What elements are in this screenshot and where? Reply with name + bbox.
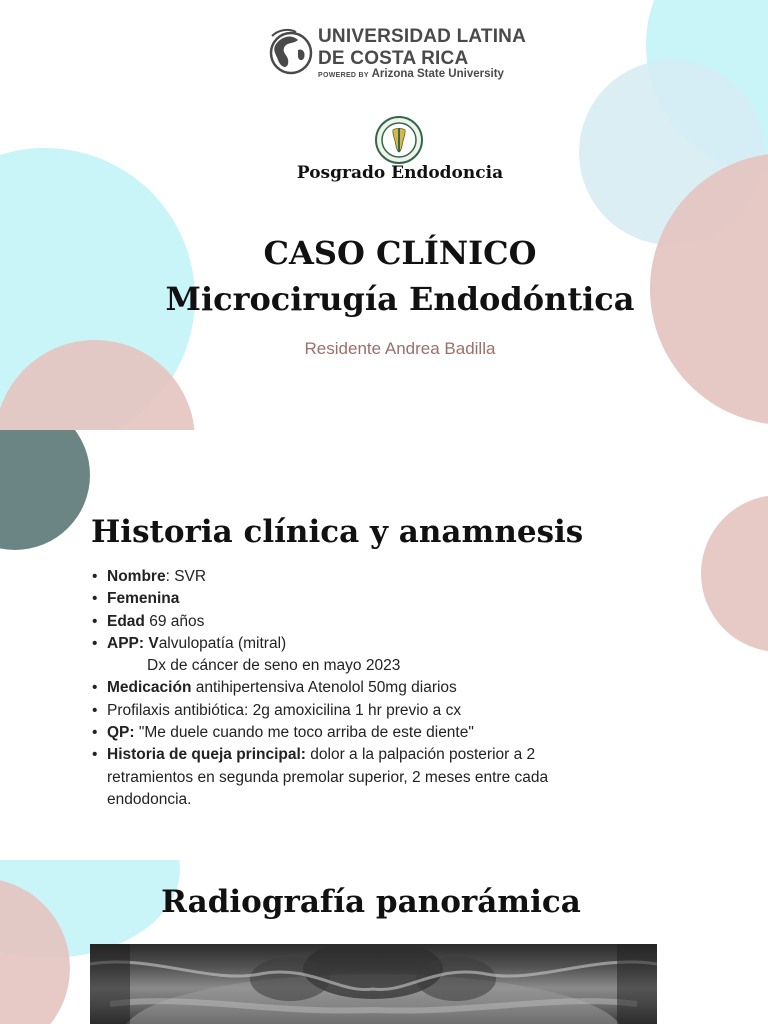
program-name: Posgrado Endodoncia (296, 163, 504, 183)
xray-icon (90, 944, 657, 1024)
list-item-diagnosis: Dx de cáncer de seno en mayo 2023 (147, 657, 401, 675)
powered-by-text: POWERED BY (318, 72, 369, 79)
program-seal-icon (375, 116, 423, 164)
case-title: CASO CLÍNICO (263, 234, 537, 272)
list-item-sex: • Femenina (90, 588, 610, 610)
case-subtitle: Microcirugía Endodóntica (165, 280, 635, 318)
logo-partner-line (318, 68, 504, 80)
list-item-complaint-history: • Historia de queja principal: dolor a la palpación posterior a 2 retramientos en segunda premolar superior, 2 meses entre cada endodoncia. (90, 744, 610, 811)
decor-circle-slate-left (0, 430, 90, 550)
list-item-age: • Edad 69 años (90, 611, 610, 633)
list-item-prophylaxis: • Profilaxis antibiótica: 2g amoxicilina 1 hr previo a cx (90, 700, 610, 722)
globe-icon (268, 26, 314, 78)
resident-name: Residente Andrea Badilla (304, 339, 496, 358)
list-item-app: • APP: Valvulopatía (mitral) (90, 633, 610, 655)
history-list (90, 566, 610, 811)
logo-text-line2: DE COSTA RICA (318, 48, 469, 69)
panoramic-xray-image (90, 944, 657, 1024)
list-item-medication: • Medicación antihipertensiva Atenolol 50mg diarios (90, 677, 610, 699)
cover-page (0, 0, 768, 430)
radiograph-heading: Radiografía panorámica (161, 884, 581, 920)
history-heading: Historia clínica y anamnesis (91, 514, 584, 550)
partner-name: Arizona State University (371, 68, 504, 80)
list-item-complaint: • QP: "Me duele cuando me toco arriba de este diente" (90, 722, 610, 744)
decor-circle-rose-right-small (701, 495, 768, 652)
university-logo (268, 24, 548, 84)
radiograph-page (0, 860, 768, 1024)
logo-text-line1: UNIVERSIDAD LATINA (318, 26, 527, 47)
history-page (0, 430, 768, 860)
list-item-name: • Nombre: SVR (90, 566, 610, 588)
